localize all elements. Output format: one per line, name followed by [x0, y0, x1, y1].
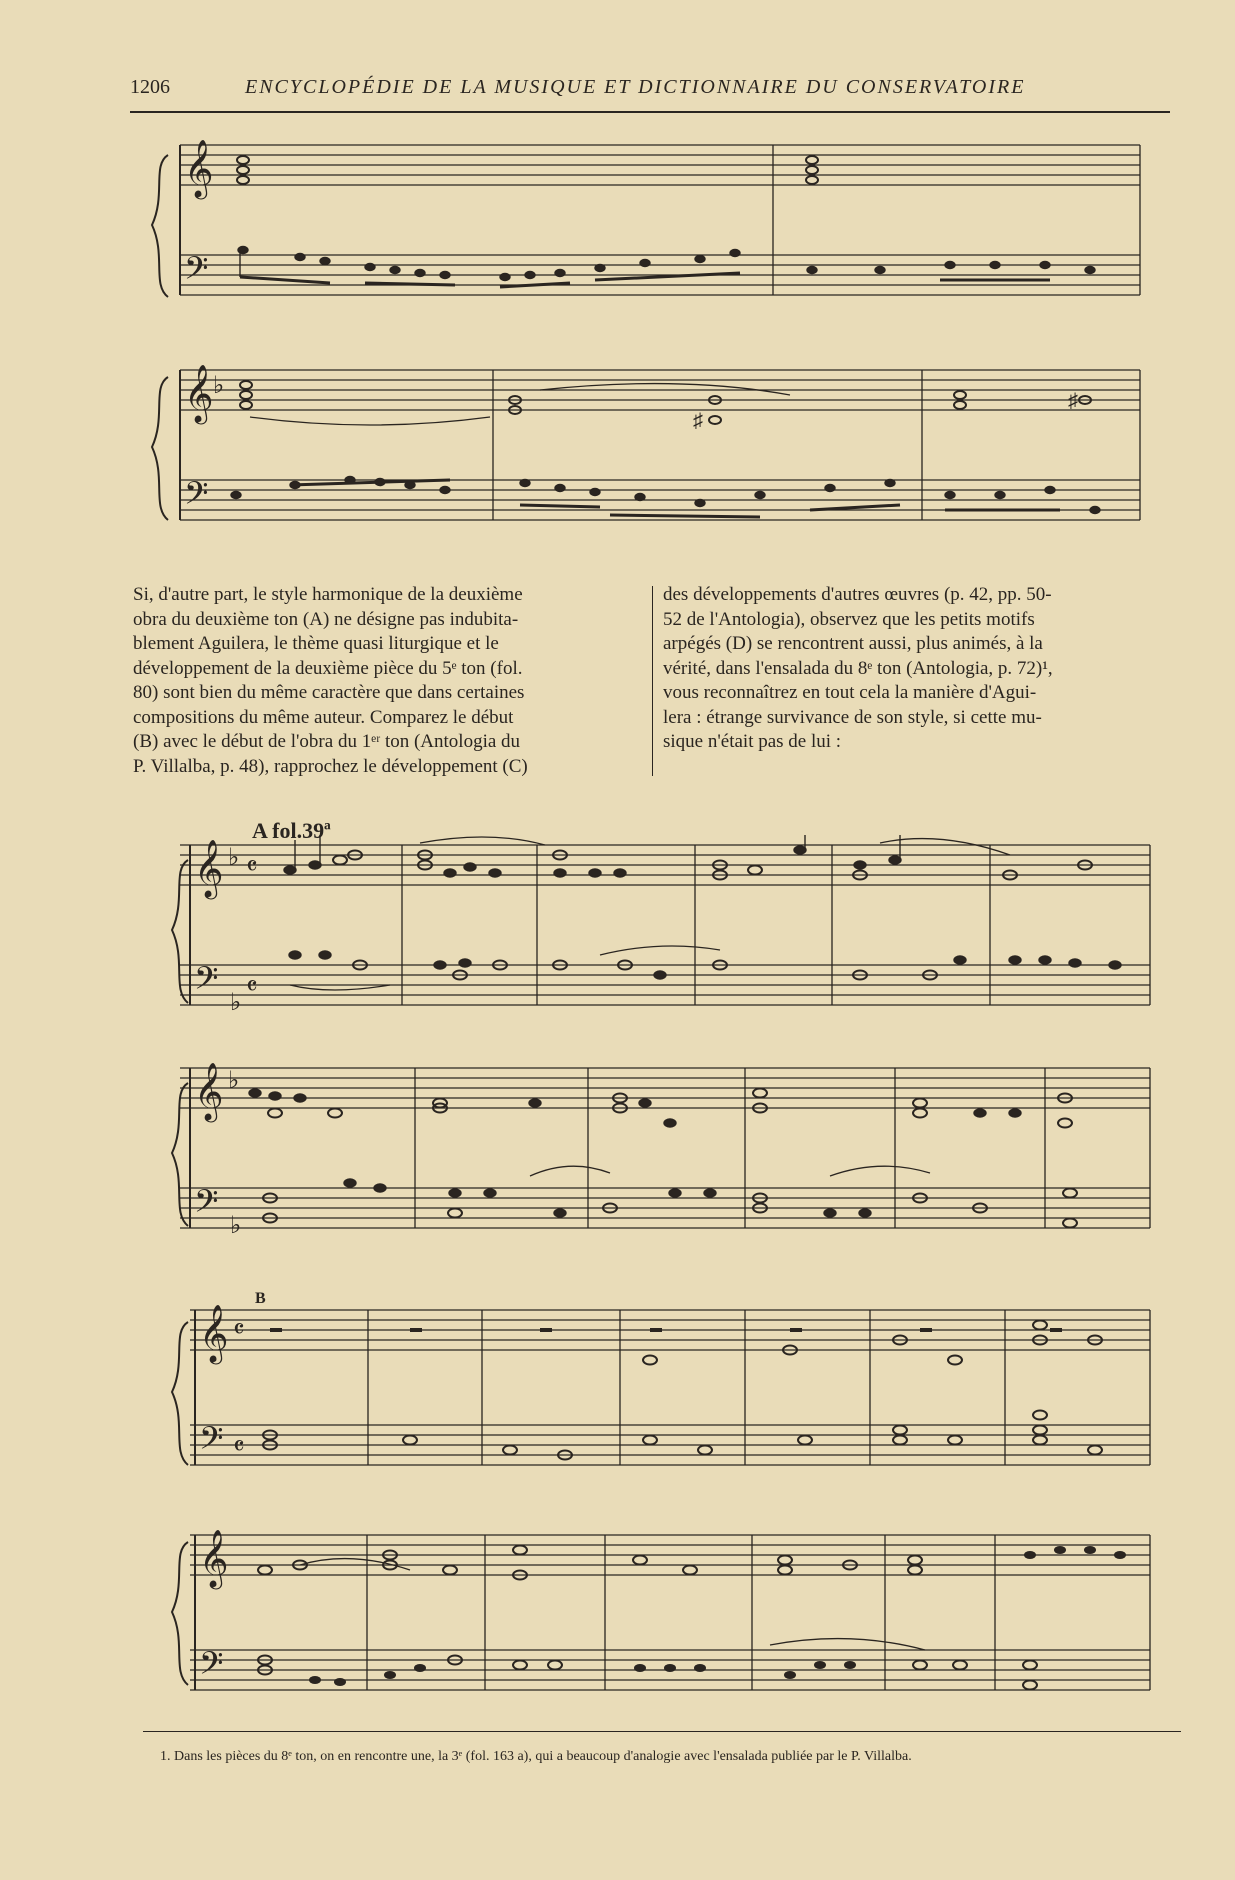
music-system-1 — [0, 135, 1235, 310]
music-system-4 — [0, 1058, 1235, 1238]
music-system-5 — [0, 1300, 1235, 1480]
svg-text:♭: ♭ — [213, 373, 225, 399]
svg-text:𝄞: 𝄞 — [194, 839, 224, 897]
text-line: 52 de l'Antologia), observez que les petits motifs — [663, 608, 1035, 630]
music-system-2 — [0, 355, 1235, 540]
svg-text:𝄞: 𝄞 — [194, 1062, 224, 1120]
svg-text:𝄢: 𝄢 — [184, 250, 209, 294]
svg-text:𝄴: 𝄴 — [246, 852, 258, 881]
svg-text:𝄞: 𝄞 — [184, 139, 214, 197]
svg-text:𝄢: 𝄢 — [184, 475, 209, 519]
text-line: Si, d'autre part, le style harmonique de la deuxième — [133, 584, 523, 605]
svg-text:♭: ♭ — [228, 1068, 240, 1094]
music-system-3 — [0, 835, 1235, 1015]
svg-text:𝄴: 𝄴 — [246, 972, 258, 1001]
page-header — [130, 76, 1170, 108]
example-label-b: B — [255, 1290, 266, 1307]
text-line: (B) avec le début de l'obra du 1ᵉʳ ton (Antologia du — [133, 731, 521, 752]
text-line: arpégés (D) se rencontrent aussi, plus animés, à la — [663, 633, 1043, 654]
body-text-right — [663, 583, 1175, 755]
music-system-6 — [0, 1520, 1235, 1710]
svg-text:𝄢: 𝄢 — [199, 1420, 224, 1464]
svg-text:♭: ♭ — [228, 845, 240, 871]
text-line: compositions du même auteur. Comparez le début — [133, 706, 514, 728]
body-text-left — [133, 583, 643, 779]
svg-text:♯: ♯ — [693, 410, 703, 432]
footnote: 1. Dans les pièces du 8ᵉ ton, on en rencontre une, la 3ᵉ (fol. 163 a), qui a beaucoup d'analogie avec l'ensalada publiée par le P. Villalba. — [160, 1749, 912, 1764]
page-number: 1206 — [130, 76, 170, 98]
svg-text:𝄢: 𝄢 — [194, 960, 219, 1004]
svg-text:𝄢: 𝄢 — [199, 1645, 224, 1689]
example-label-a: A fol.39ª — [252, 818, 331, 843]
text-line: lera : étrange survivance de son style, si cette mu- — [663, 706, 1042, 728]
svg-text:𝄞: 𝄞 — [199, 1529, 229, 1587]
text-line: obra du deuxième ton (A) ne désigne pas indubita- — [133, 608, 519, 630]
svg-text:𝄞: 𝄞 — [184, 364, 214, 422]
text-line: vérité, dans l'ensalada du 8ᵉ ton (Antologia, p. 72)¹, — [663, 657, 1053, 679]
svg-text:𝄴: 𝄴 — [233, 1315, 245, 1344]
text-line: vous reconnaîtrez en tout cela la manière d'Agui- — [663, 682, 1037, 703]
svg-text:𝄴: 𝄴 — [233, 1432, 245, 1461]
text-line: blement Aguilera, le thème quasi liturgique et le — [133, 633, 499, 654]
footnote-rule — [143, 1731, 1181, 1732]
svg-text:𝄢: 𝄢 — [194, 1183, 219, 1227]
running-title: ENCYCLOPÉDIE DE LA MUSIQUE ET DICTIONNAIRE DU CONSERVATOIRE — [245, 76, 1026, 98]
text-line: P. Villalba, p. 48), rapprochez le développement (C) — [133, 755, 528, 777]
svg-text:♭: ♭ — [230, 1213, 242, 1238]
column-divider — [652, 586, 653, 776]
text-line: développement de la deuxième pièce du 5ᵉ ton (fol. — [133, 657, 523, 679]
svg-text:𝄞: 𝄞 — [199, 1304, 229, 1362]
svg-text:♭: ♭ — [230, 990, 242, 1015]
text-line: des développements d'autres œuvres (p. 42, pp. 50- — [663, 584, 1052, 605]
svg-text:♯: ♯ — [1068, 390, 1078, 412]
text-line: sique n'était pas de lui : — [663, 731, 842, 752]
text-line: 80) sont bien du même caractère que dans certaines — [133, 682, 525, 703]
header-rule — [130, 111, 1170, 113]
